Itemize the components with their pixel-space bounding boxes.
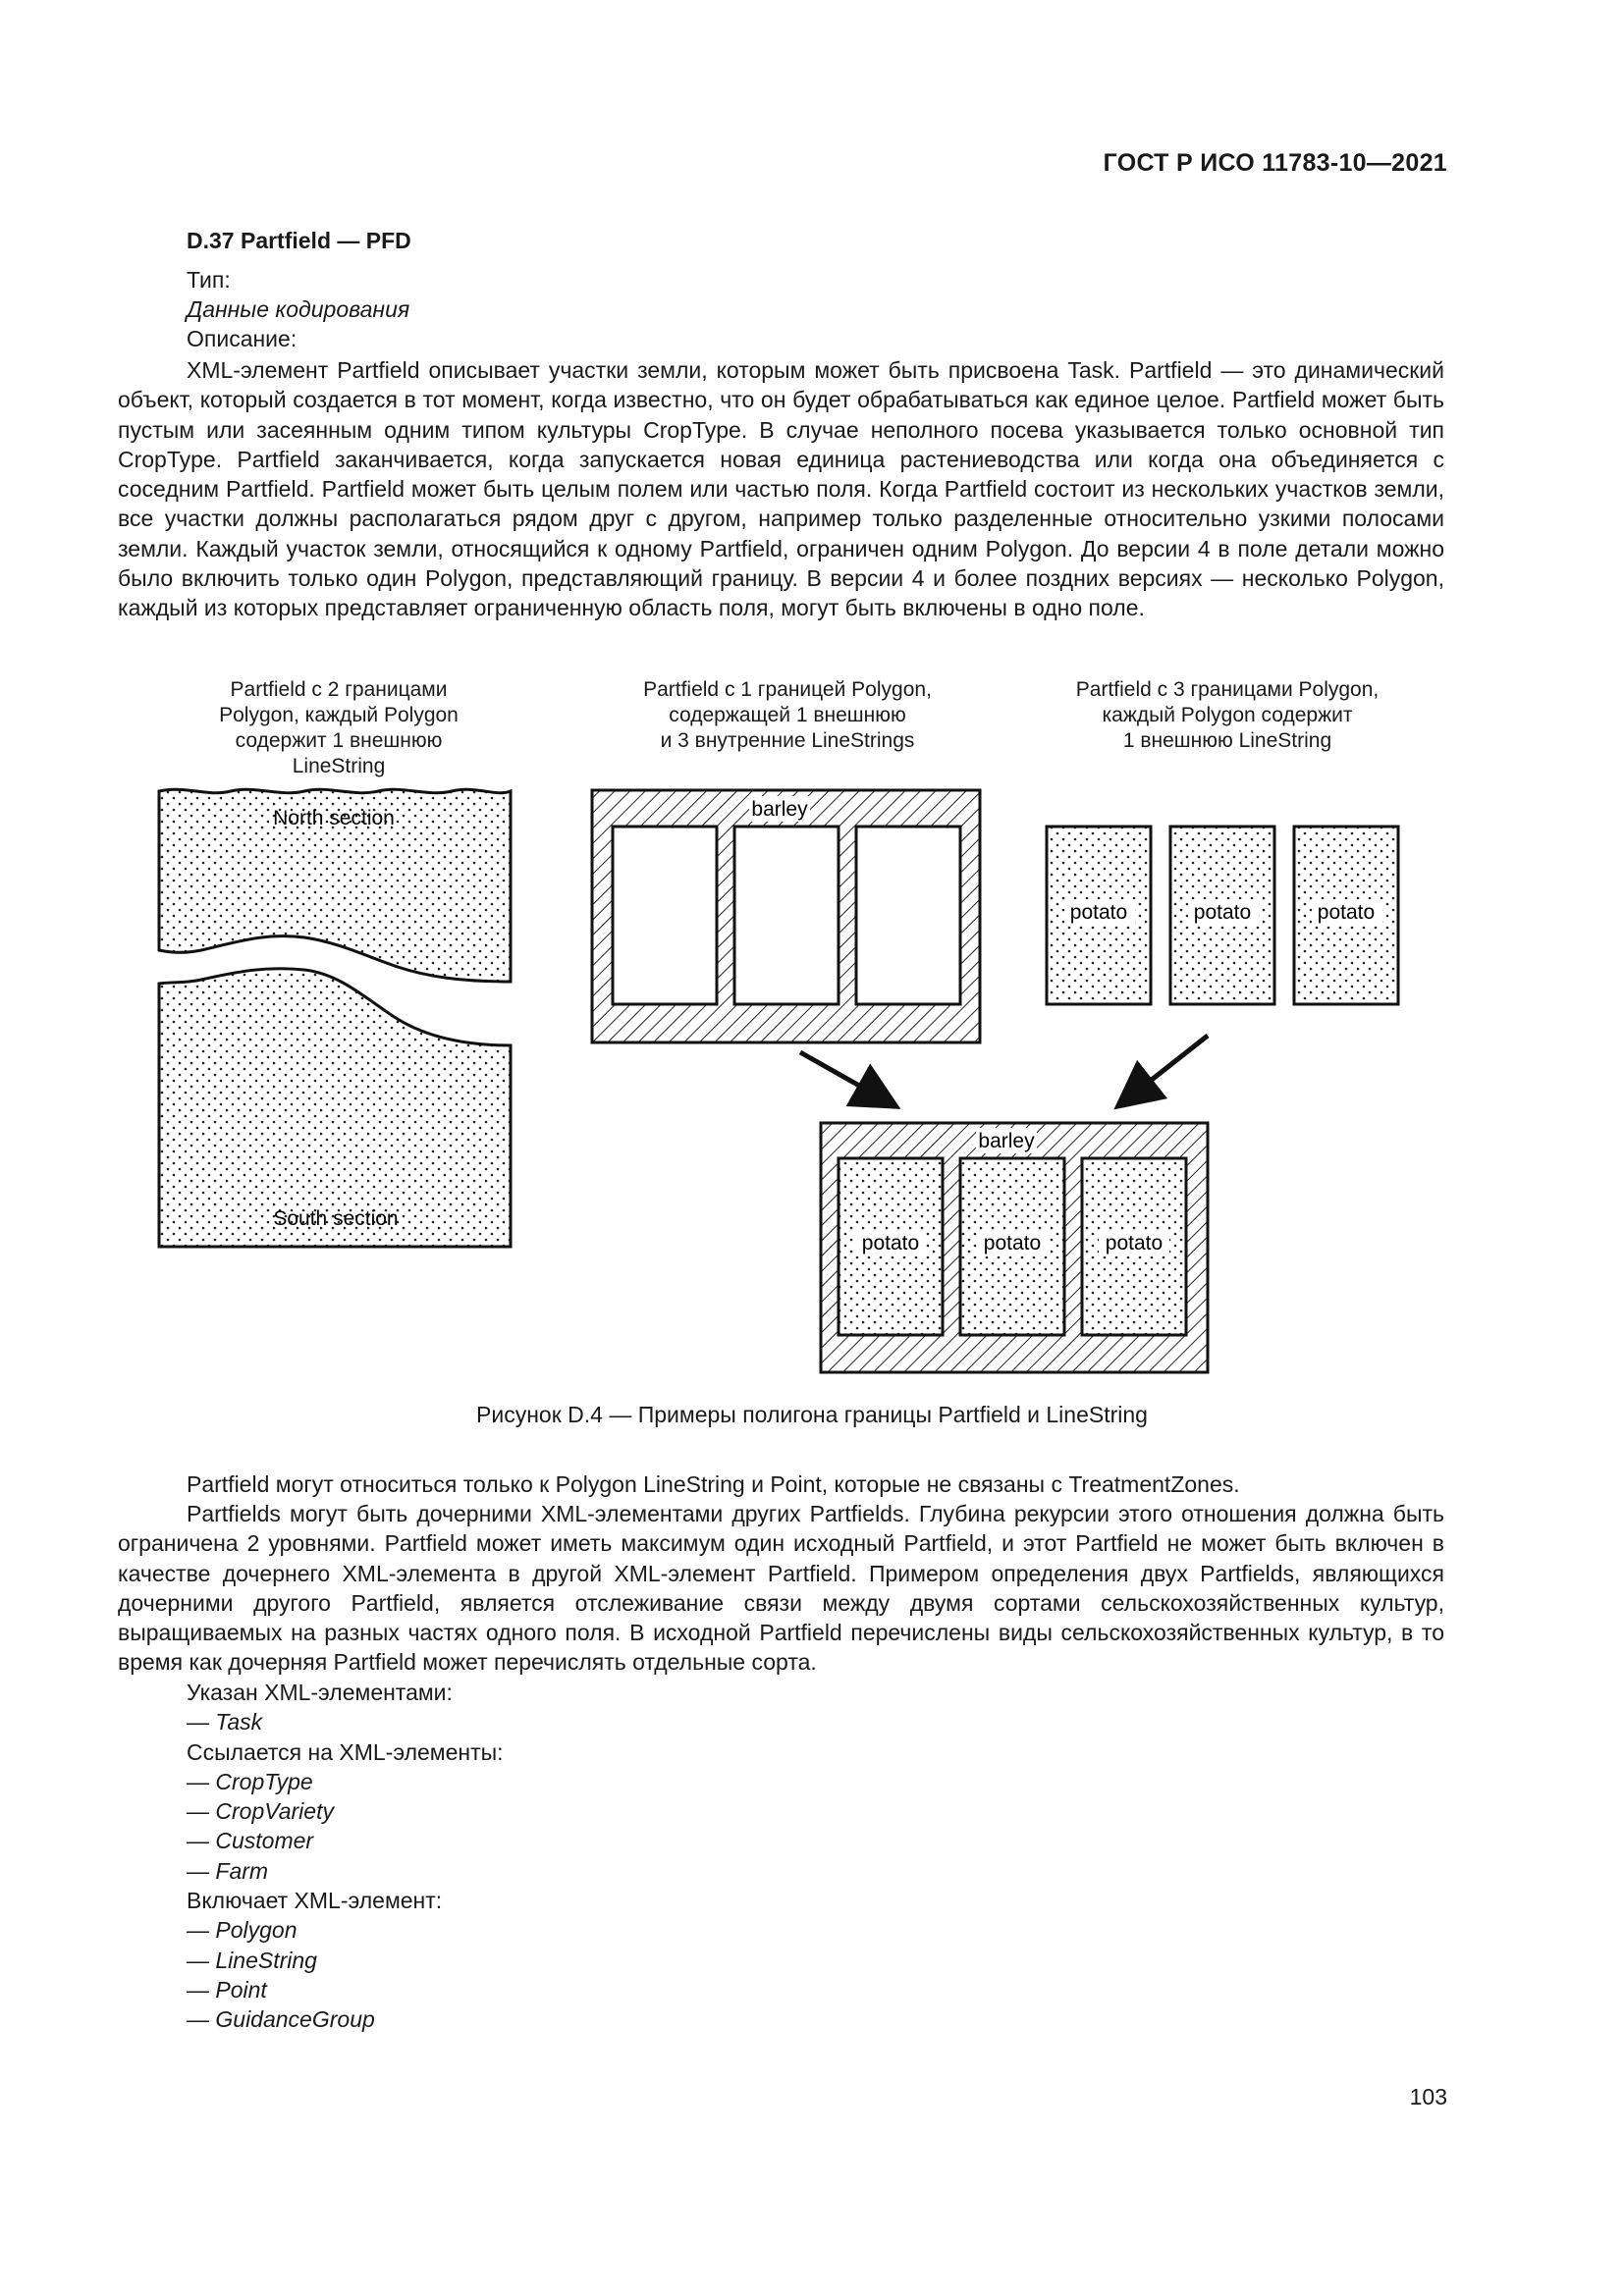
south-section-polygon [159, 969, 511, 1247]
right-title-line-3: 1 внешнюю LineString [1122, 729, 1332, 752]
barley-label-top: barley [751, 798, 808, 821]
barley-label-bottom: barley [978, 1130, 1035, 1152]
right-title-line-1: Partfield с 3 границами Polygon, [1075, 678, 1380, 701]
potato-label-2: potato [1193, 901, 1252, 924]
includes-item-guidancegroup: — GuidanceGroup [187, 2006, 375, 2033]
section-title: D.37 Partfield — PFD [187, 228, 411, 253]
potato-polygons [1047, 827, 1398, 1004]
potato-label-3: potato [1317, 901, 1376, 924]
middle-title-line-2: содержащей 1 внешнюю [669, 704, 906, 726]
left-title-line-4: LineString [292, 755, 386, 777]
figure-caption: Рисунок D.4 — Примеры полигона границы Partfield и LineString [476, 1402, 1148, 1427]
north-section-label: North section [273, 807, 395, 829]
includes-item-point: — Point [187, 1976, 267, 2002]
refs-item-croptype: — CropType [187, 1768, 313, 1794]
arrow-right [1129, 1036, 1208, 1097]
left-title-line-1: Partfield с 2 границами [230, 678, 448, 701]
refs-item-cropvariety: — CropVariety [187, 1798, 334, 1825]
includes-item-linestring: — LineString [187, 1947, 317, 1973]
page-number: 103 [1409, 2084, 1447, 2109]
refs-item-farm: — Farm [187, 1857, 269, 1884]
xml-elements-lists [187, 1678, 504, 2035]
combined-partfield [821, 1123, 1208, 1372]
description-label: Описание: [187, 326, 298, 351]
type-label: Тип: [187, 267, 231, 293]
south-section-label: South section [273, 1207, 399, 1230]
left-title-line-2: Polygon, каждый Polygon [219, 704, 459, 726]
potato-label-1: potato [1069, 901, 1128, 924]
includes-label: Включает XML-элемент: [187, 1888, 443, 1914]
description-paragraph: XML-элемент Partfield описывает участки земли, которым может быть присвоена Task. Partfield — это динамический объект, который создается в тот момент, когда известно, что он будет обрабатываться как единое целое. Partfield может быть пустым или засеянным одним типом культуры CropType. В случае неполного посева указывается только основной тип CropType. Partfield заканчивается, когда запускается новая единица растениеводства или когда она объединяется с соседним Partfield. Partfield может быть целым полем или частью поля. Когда Partfield состоит из нескольких участков земли, все участки должны располагаться рядом друг с другом, например только разделенные относительно узкими полосами земли. Каждый участок земли, относящийся к одному Partfield, ограничен одним Polygon. До версии 4 в поле детали можно было включить только один Polygon, представляющий границу. В версии 4 и более поздних версиях — несколько Polygon, каждый из которых представляет ограниченную область поля, могут быть включены в одно поле. [118, 357, 1444, 621]
body-paragraph-1: Partfield могут относиться только к Polygon LineString и Point, которые не связаны с TreatmentZones. [187, 1471, 1240, 1497]
potato-label-bottom-2: potato [983, 1232, 1042, 1255]
specified-label: Указан XML-элементами: [187, 1680, 453, 1705]
refs-item-customer: — Customer [187, 1828, 314, 1854]
middle-title-line-1: Partfield с 1 границей Polygon, [643, 678, 932, 701]
left-title-line-3: содержит 1 внешнюю [235, 729, 443, 752]
potato-label-bottom-1: potato [861, 1232, 920, 1255]
body-paragraph-2: Partfields могут быть дочерними XML-элементами других Partfields. Глубина рекурсии этого отношения должна быть ограничена 2 уровнями. Partfield может иметь максимум один исходный Partfield, и этот Partfield не может быть включен в качестве дочернего XML-элемента в другой XML-элемент Partfield. Примером определения двух Partfields, являющихся дочерними другого Partfield, является отслеживание связи между двумя сортами сельскохозяйственных культур, выращиваемых на разных частях одного поля. В исходной Partfield перечислены виды сельскохозяйственных культур, в то время как дочерняя Partfield может перечислять отдельные сорта. [118, 1501, 1444, 1676]
arrow-left [800, 1052, 884, 1099]
type-value: Данные кодирования [187, 296, 410, 322]
specified-item-task: — Task [187, 1709, 263, 1735]
document-header: ГОСТ Р ИСО 11783-10—2021 [1103, 149, 1447, 177]
potato-label-bottom-3: potato [1105, 1232, 1164, 1255]
right-title-line-2: каждый Polygon содержит [1102, 704, 1353, 726]
refs-label: Ссылается на XML-элементы: [187, 1738, 504, 1765]
barley-polygon-with-holes [592, 790, 980, 1042]
middle-title-line-3: и 3 внутренние LineStrings [660, 729, 915, 752]
includes-item-polygon: — Polygon [187, 1917, 298, 1944]
